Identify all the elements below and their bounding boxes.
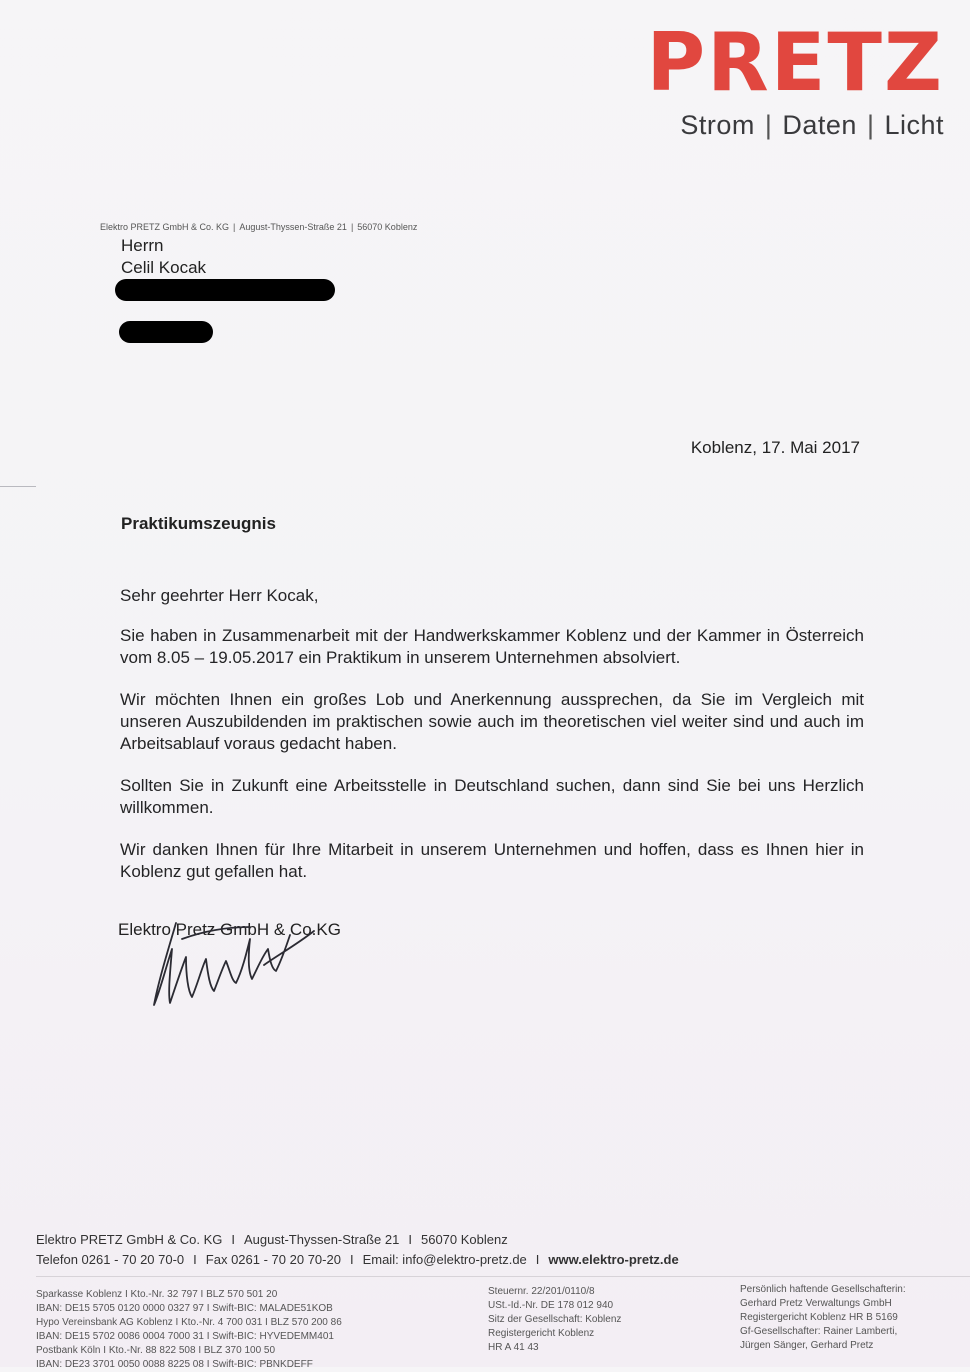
sender-separator: | bbox=[350, 222, 354, 232]
sender-street: August-Thyssen-Straße 21 bbox=[239, 222, 347, 232]
bank-line: IBAN: DE15 5702 0086 0004 7000 31 I Swift-BIC: HYVEDEMM401 bbox=[36, 1331, 334, 1342]
tax-line: Steuernr. 22/201/0110/8 bbox=[488, 1286, 595, 1297]
footer-separator: I bbox=[535, 1252, 540, 1267]
footer-separator: I bbox=[193, 1252, 197, 1267]
bank-line: Hypo Vereinsbank AG Koblenz I Kto.-Nr. 4 700 031 I BLZ 570 200 86 bbox=[36, 1317, 342, 1328]
sender-company: Elektro PRETZ GmbH & Co. KG bbox=[100, 222, 230, 232]
closing-company: Elektro Pretz GmbH & Co.KG bbox=[118, 920, 341, 939]
sender-city: 56070 Koblenz bbox=[357, 222, 418, 232]
partner-line: Gerhard Pretz Verwaltungs GmbH bbox=[740, 1298, 892, 1309]
logo-tagline bbox=[644, 110, 944, 141]
tagline-separator: | bbox=[764, 110, 773, 140]
footer-bank-details bbox=[36, 1288, 342, 1372]
bank-line: Postbank Köln I Kto.-Nr. 88 822 508 I BLZ 370 100 50 bbox=[36, 1345, 276, 1356]
bank-line: IBAN: DE23 3701 0050 0088 8225 08 I Swift-BIC: PBNKDEFF bbox=[36, 1359, 313, 1370]
redaction-bar bbox=[115, 279, 335, 301]
footer-fax: Fax 0261 - 70 20 70-20 bbox=[205, 1252, 341, 1267]
footer-tax-details bbox=[488, 1285, 621, 1355]
partner-line: Jürgen Sänger, Gerhard Pretz bbox=[740, 1340, 874, 1351]
tax-line: USt.-Id.-Nr. DE 178 012 940 bbox=[488, 1300, 614, 1311]
footer-divider bbox=[36, 1276, 970, 1277]
company-logo bbox=[644, 16, 944, 141]
tax-line: HR A 41 43 bbox=[488, 1342, 539, 1353]
footer-partner-details bbox=[740, 1283, 906, 1353]
tax-line: Registergericht Koblenz bbox=[488, 1328, 595, 1339]
body-paragraph: Wir möchten Ihnen ein großes Lob und Anerkennung aussprechen, da Sie im Vergleich mit unseren Auszubildenden im praktischen sowie auch im theoretischen viel weiter sind und auch im Arbeitsablauf voraus gedacht haben. bbox=[120, 690, 864, 753]
letter-date: Koblenz, 17. Mai 2017 bbox=[690, 438, 860, 457]
footer-phone-line bbox=[36, 1250, 679, 1270]
sender-separator: | bbox=[233, 222, 236, 232]
body-paragraph: Sie haben in Zusammenarbeit mit der Handwerkskammer Koblenz und der Kammer in Österreich vom 8.05 – 19.05.2017 ein Praktikum in unserem Unternehmen absolviert. bbox=[120, 626, 864, 667]
footer-email: Email: info@elektro-pretz.de bbox=[362, 1252, 527, 1267]
footer-phone: Telefon 0261 - 70 20 70-0 bbox=[36, 1252, 185, 1267]
footer-separator: I bbox=[231, 1232, 235, 1247]
partner-line: Registergericht Koblenz HR B 5169 bbox=[740, 1312, 898, 1323]
letter-greeting: Sehr geehrter Herr Kocak, bbox=[120, 586, 319, 605]
recipient-address bbox=[121, 235, 206, 279]
partner-line: Persönlich haftende Gesellschafterin: bbox=[740, 1284, 906, 1295]
tagline-daten: Daten bbox=[782, 110, 857, 140]
tax-line: Sitz der Gesellschaft: Koblenz bbox=[488, 1314, 622, 1325]
footer-street: August-Thyssen-Straße 21 bbox=[244, 1232, 400, 1247]
body-paragraph: Wir danken Ihnen für Ihre Mitarbeit in unserem Unternehmen und hoffen, dass es Ihnen hier in Koblenz gut gefallen hat. bbox=[120, 840, 864, 881]
partner-line: Gf-Gesellschafter: Rainer Lamberti, bbox=[740, 1326, 898, 1337]
footer-city: 56070 Koblenz bbox=[420, 1232, 508, 1247]
recipient-name: Celil Kocak bbox=[121, 258, 207, 277]
footer-separator: I bbox=[408, 1232, 412, 1247]
footer-address-line bbox=[36, 1230, 679, 1250]
bank-line: IBAN: DE15 5705 0120 0000 0327 97 I Swift-BIC: MALADE51KOB bbox=[36, 1303, 333, 1314]
fold-mark bbox=[0, 486, 36, 487]
bank-line: Sparkasse Koblenz I Kto.-Nr. 32 797 I BLZ 570 501 20 bbox=[36, 1289, 278, 1300]
tagline-strom: Strom bbox=[680, 110, 755, 140]
handwritten-signature bbox=[146, 905, 316, 1020]
letter-body bbox=[120, 585, 864, 903]
body-paragraph: Sollten Sie in Zukunft eine Arbeitsstelle in Deutschland suchen, dann sind Sie bei uns Herzlich willkommen. bbox=[120, 776, 864, 817]
footer-company: Elektro PRETZ GmbH & Co. KG bbox=[36, 1232, 223, 1247]
letter-subject: Praktikumszeugnis bbox=[121, 514, 276, 533]
logo-wordmark: PRETZ bbox=[646, 16, 944, 109]
redaction-bar bbox=[119, 321, 213, 343]
footer-website: www.elektro-pretz.de bbox=[548, 1252, 679, 1267]
tagline-separator: | bbox=[866, 110, 875, 140]
footer-separator: I bbox=[349, 1252, 354, 1267]
tagline-licht: Licht bbox=[884, 110, 944, 140]
sender-return-address bbox=[100, 222, 417, 232]
footer-contact bbox=[36, 1230, 679, 1270]
recipient-salutation: Herrn bbox=[121, 236, 164, 255]
